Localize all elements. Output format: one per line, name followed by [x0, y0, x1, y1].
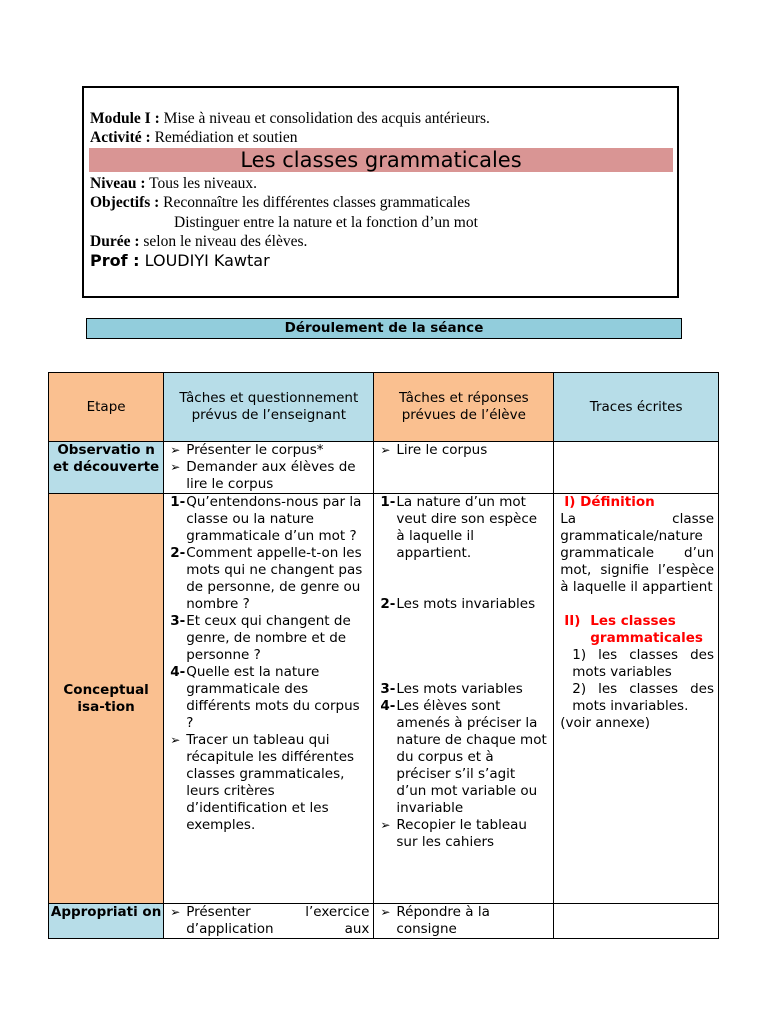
section-title: Déroulement de la séance [86, 318, 682, 339]
list-item: 2- Les mots invariables [380, 596, 536, 612]
list-item: 2- Comment appelle-t-on les mots qui ne changent pas de personne, de genre ou nombre ? [170, 545, 363, 612]
duree-line [90, 233, 307, 251]
niveau-text: Tous les niveaux. [145, 175, 257, 192]
classes-item-1: 1) les classes des mots variables [572, 647, 714, 680]
header-box [82, 86, 679, 298]
header-taches-eleve [374, 373, 554, 442]
activite-label: Activité : [90, 129, 151, 146]
annexe-note: (voir annexe) [560, 715, 650, 731]
list-item: 4- Quelle est la nature grammaticale des différents mots du corpus ? [170, 664, 360, 731]
list-item: ➢ Demander aux élèves de lire le corpus [164, 459, 373, 493]
arrow-bullet-icon: ➢ [170, 905, 181, 919]
header-traces: Traces écrites [554, 373, 719, 442]
lesson-table [48, 372, 719, 939]
list-item: ➢ Présenter l’exercice d’application aux [164, 904, 373, 938]
classes-item-2: 2) les classes des mots invariables. [572, 681, 714, 714]
list-item: ➢ Tracer un tableau qui récapitule les différentes classes grammaticales, leurs critères d’identification et les exemples. [164, 732, 373, 834]
objectifs-label: Objectifs : [90, 194, 160, 211]
list-item: ➢ Présenter le corpus* [164, 442, 373, 459]
arrow-bullet-icon: ➢ [170, 733, 181, 747]
list-item: 4- Les élèves sont amenés à préciser la nature de chaque mot du corpus et à préciser s’il s’agit d’un mot variable ou invariable [380, 698, 547, 816]
objectifs-line [90, 194, 470, 212]
appropriation-traces [554, 904, 719, 939]
arrow-bullet-icon: ➢ [170, 443, 181, 457]
table-header-row [49, 373, 719, 442]
arrow-bullet-icon: ➢ [380, 818, 391, 832]
definition-title: I) Définition [564, 494, 655, 510]
objectif-2: Distinguer entre la nature et la fonction d’un mot [174, 214, 478, 231]
list-item: 3- Et ceux qui changent de genre, de nombre et de personne ? [170, 613, 351, 663]
conceptualisation-student [374, 494, 554, 904]
niveau-label: Niveau : [90, 175, 146, 192]
module-label: Module I : [90, 110, 160, 127]
arrow-bullet-icon: ➢ [380, 443, 391, 457]
activite-text: Remédiation et soutien [150, 129, 298, 146]
appropriation-student [374, 904, 554, 939]
list-item: ➢ Répondre à la consigne [374, 904, 553, 938]
list-item: 1- La nature d’un mot veut dire son espèce à laquelle il appartient. [380, 494, 538, 561]
niveau-line [90, 175, 257, 193]
list-item: ➢ Lire le corpus [374, 442, 553, 459]
duree-label: Durée : [90, 233, 140, 250]
classes-num: II) [564, 613, 581, 629]
classes-heading [560, 613, 714, 647]
prof-label: Prof : [90, 251, 140, 270]
stage-appropriation: Appropriati on [49, 904, 164, 939]
observation-traces [554, 442, 719, 494]
prof-line [90, 252, 270, 270]
classes-title: Les classes grammaticales [590, 613, 703, 646]
list-item: ➢ Recopier le tableau sur les cahiers [374, 817, 553, 851]
table-row [49, 442, 719, 494]
module-line [90, 110, 490, 128]
conceptualisation-teacher [164, 494, 374, 904]
list-item: 1- Qu’entendons-nous par la classe ou la nature grammaticale d’un mot ? [170, 494, 362, 544]
appropriation-teacher [164, 904, 374, 939]
page-title: Les classes grammaticales [89, 148, 673, 172]
observation-teacher [164, 442, 374, 494]
objectif-1: Reconnaître les différentes classes grammaticales [159, 194, 471, 211]
arrow-bullet-icon: ➢ [170, 460, 181, 474]
stage-observation: Observatio n et découverte [49, 442, 164, 494]
duree-text: selon le niveau des élèves. [139, 233, 308, 250]
activite-line [90, 129, 297, 147]
conceptualisation-traces [554, 494, 719, 904]
header-taches-eleve-text: Tâches et réponses prévues de l’élève [398, 390, 529, 423]
definition-text: La classe grammaticale/nature grammaticale d’un mot, signifie l’espèce à laquelle il appartient [560, 511, 714, 595]
table-row [49, 904, 719, 939]
list-item: 3- Les mots variables [380, 681, 523, 697]
header-taches-enseignant-text: Tâches et questionnement prévus de l’enseignant [179, 390, 359, 423]
header-taches-enseignant [164, 373, 374, 442]
prof-name: LOUDIYI Kawtar [139, 251, 270, 270]
header-etape: Etape [49, 373, 164, 442]
arrow-bullet-icon: ➢ [380, 905, 391, 919]
table-row [49, 494, 719, 904]
module-text: Mise à niveau et consolidation des acquis antérieurs. [159, 110, 490, 127]
observation-student [374, 442, 554, 494]
stage-conceptualisation: Conceptual isa-tion [49, 494, 164, 904]
